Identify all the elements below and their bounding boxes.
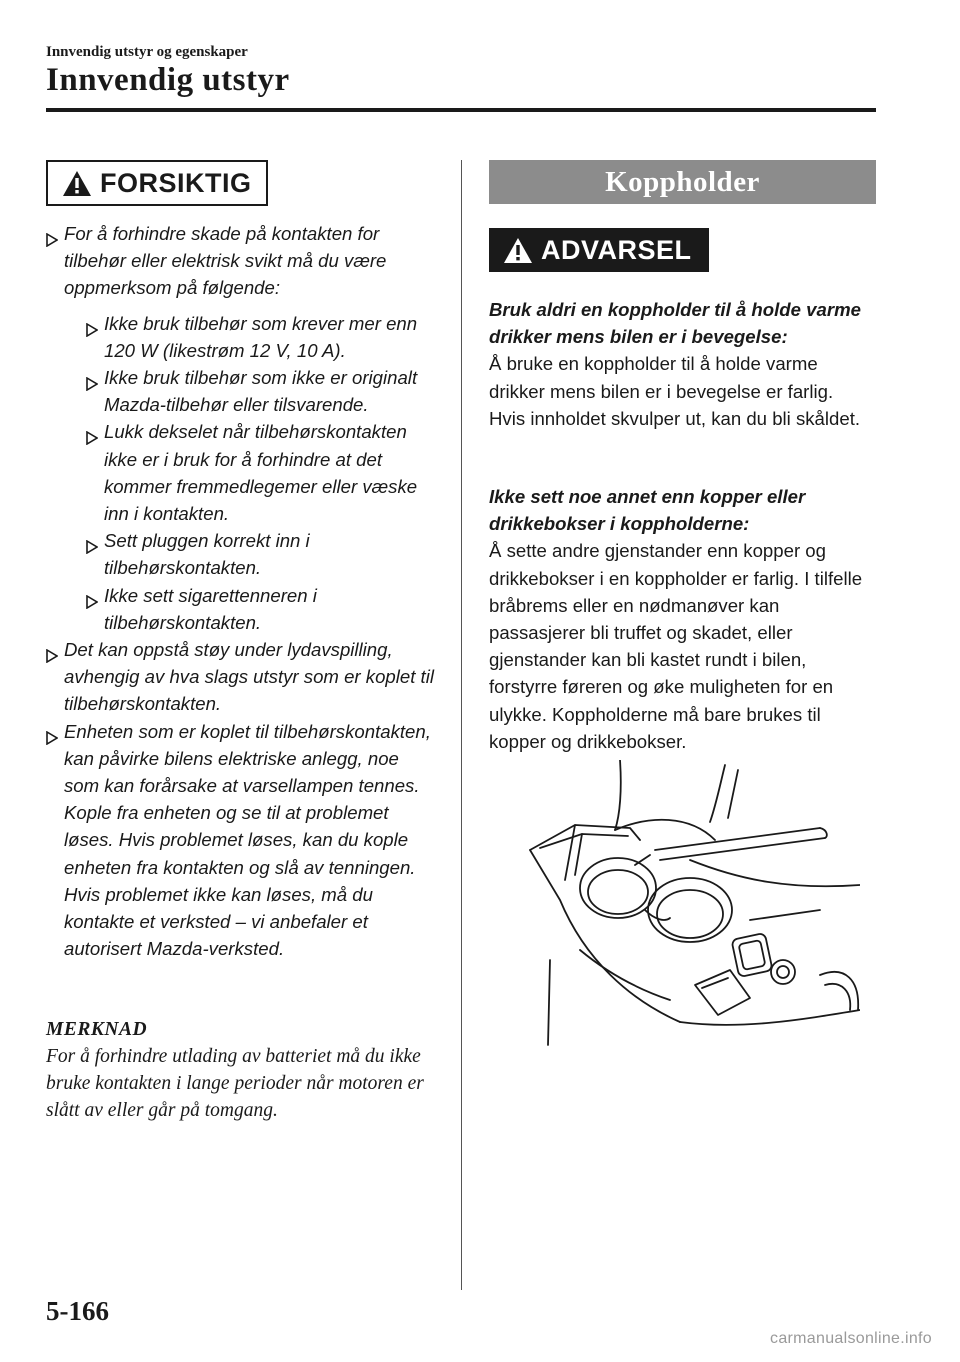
- caution-label-text: FORSIKTIG: [100, 167, 252, 198]
- caution-list: [46, 220, 436, 962]
- note-text: For å forhindre utlading av batteriet må du ikke bruke kontakten i lange perioder når motoren er slått av eller går på tomgang.: [46, 1046, 424, 1121]
- warning-label: [489, 228, 709, 272]
- note-block: [46, 1016, 446, 1124]
- warning-label-text: ADVARSEL: [541, 234, 692, 265]
- arrow-bullet-icon: [86, 534, 98, 561]
- warning-heading: Bruk aldri en koppholder til å holde varme drikker mens bilen er i bevegelse:: [489, 299, 861, 348]
- warning-heading: Ikke sett noe annet enn kopper eller drikkebokser i koppholderne:: [489, 486, 806, 535]
- caution-sublist: [64, 310, 436, 636]
- list-item: Det kan oppstå støy under lydavspilling, avhengig av hva slags utstyr som er koplet til tilbehørskontakten.: [46, 636, 436, 718]
- list-item: Ikke bruk tilbehør som krever mer enn 120 W (likestrøm 12 V, 10 A).: [64, 310, 436, 364]
- list-item: Lukk dekselet når tilbehørskontakten ikke er i bruk for å forhindre at det kommer fremmedlegemer eller væske inn i kontakten.: [64, 418, 436, 527]
- list-item: Ikke bruk tilbehør som ikke er originalt Mazda-tilbehør eller tilsvarende.: [64, 364, 436, 418]
- arrow-bullet-icon: [86, 589, 98, 616]
- warning-triangle-icon: [62, 170, 92, 197]
- note-heading: MERKNAD: [46, 1019, 148, 1040]
- header-divider: [46, 108, 876, 112]
- warning-text: Å bruke en koppholder til å holde varme drikker mens bilen er i bevegelse er farlig. Hvis innholdet skvulper ut, kan du bli skåldet.: [489, 353, 861, 429]
- caution-label: [46, 160, 268, 206]
- warning-paragraph: [489, 483, 874, 755]
- warning-text: Å sette andre gjenstander enn kopper og drikkebokser i en koppholder er farlig. I tilfelle bråbrems eller en nødmanøver kan passasjerer bli truffet og skadet, eller gjenstander kan bli kastet rundt i bilen, forstyrre føreren og øke muligheten for en ulykke. Koppholderne må bare brukes til kopper og drikkebokser.: [489, 540, 863, 752]
- list-item: Ikke sett sigarettenneren i tilbehørskontakten.: [64, 582, 436, 636]
- arrow-bullet-icon: [46, 725, 58, 752]
- section-title: Koppholder: [489, 160, 876, 204]
- column-divider: [461, 160, 462, 1290]
- page-number: 5-166: [46, 1296, 109, 1326]
- page-title: Innvendig utstyr: [46, 62, 290, 98]
- arrow-bullet-icon: [86, 425, 98, 452]
- list-item: For å forhindre skade på kontakten for tilbehør eller elektrisk svikt må du være oppmerksom på følgende: Ikke bruk tilbehør som krever mer enn 120 W (likestrøm 12 V, 10 A). Ikke bruk tilbehør som ikke er originalt Mazda-tilbehør eller tilsvarende. Lukk dekselet når tilbehørskontakten ikke er i bruk for å forhindre at det kommer fremmedlegemer eller væske inn i kontakten. Sett pluggen korrekt inn i tilbehørskontakten. Ikke sett sigarettenneren i tilbehørskontakten.: [46, 220, 436, 636]
- arrow-bullet-icon: [86, 371, 98, 398]
- arrow-bullet-icon: [46, 227, 58, 254]
- warning-paragraph: [489, 296, 874, 432]
- arrow-bullet-icon: [46, 643, 58, 670]
- cup-holder-illustration: [520, 760, 860, 1050]
- list-item: Sett pluggen korrekt inn i tilbehørskontakten.: [64, 527, 436, 581]
- warning-triangle-icon: [503, 237, 533, 264]
- watermark: carmanualsonline.info: [770, 1330, 932, 1347]
- list-item: Enheten som er koplet til tilbehørskontakten, kan påvirke bilens elektriske anlegg, noe som kan forårsake at varsellampen tennes. Kople fra enheten og se til at problemet løses. Hvis problemet løses, kan du kople enheten fra kontakten og slå av tenningen. Hvis problemet ikke kan løses, må du kontakte et verksted – vi anbefaler et autorisert Mazda-verksted.: [46, 718, 436, 963]
- section-header: Innvendig utstyr og egenskaper: [46, 44, 248, 60]
- arrow-bullet-icon: [86, 317, 98, 344]
